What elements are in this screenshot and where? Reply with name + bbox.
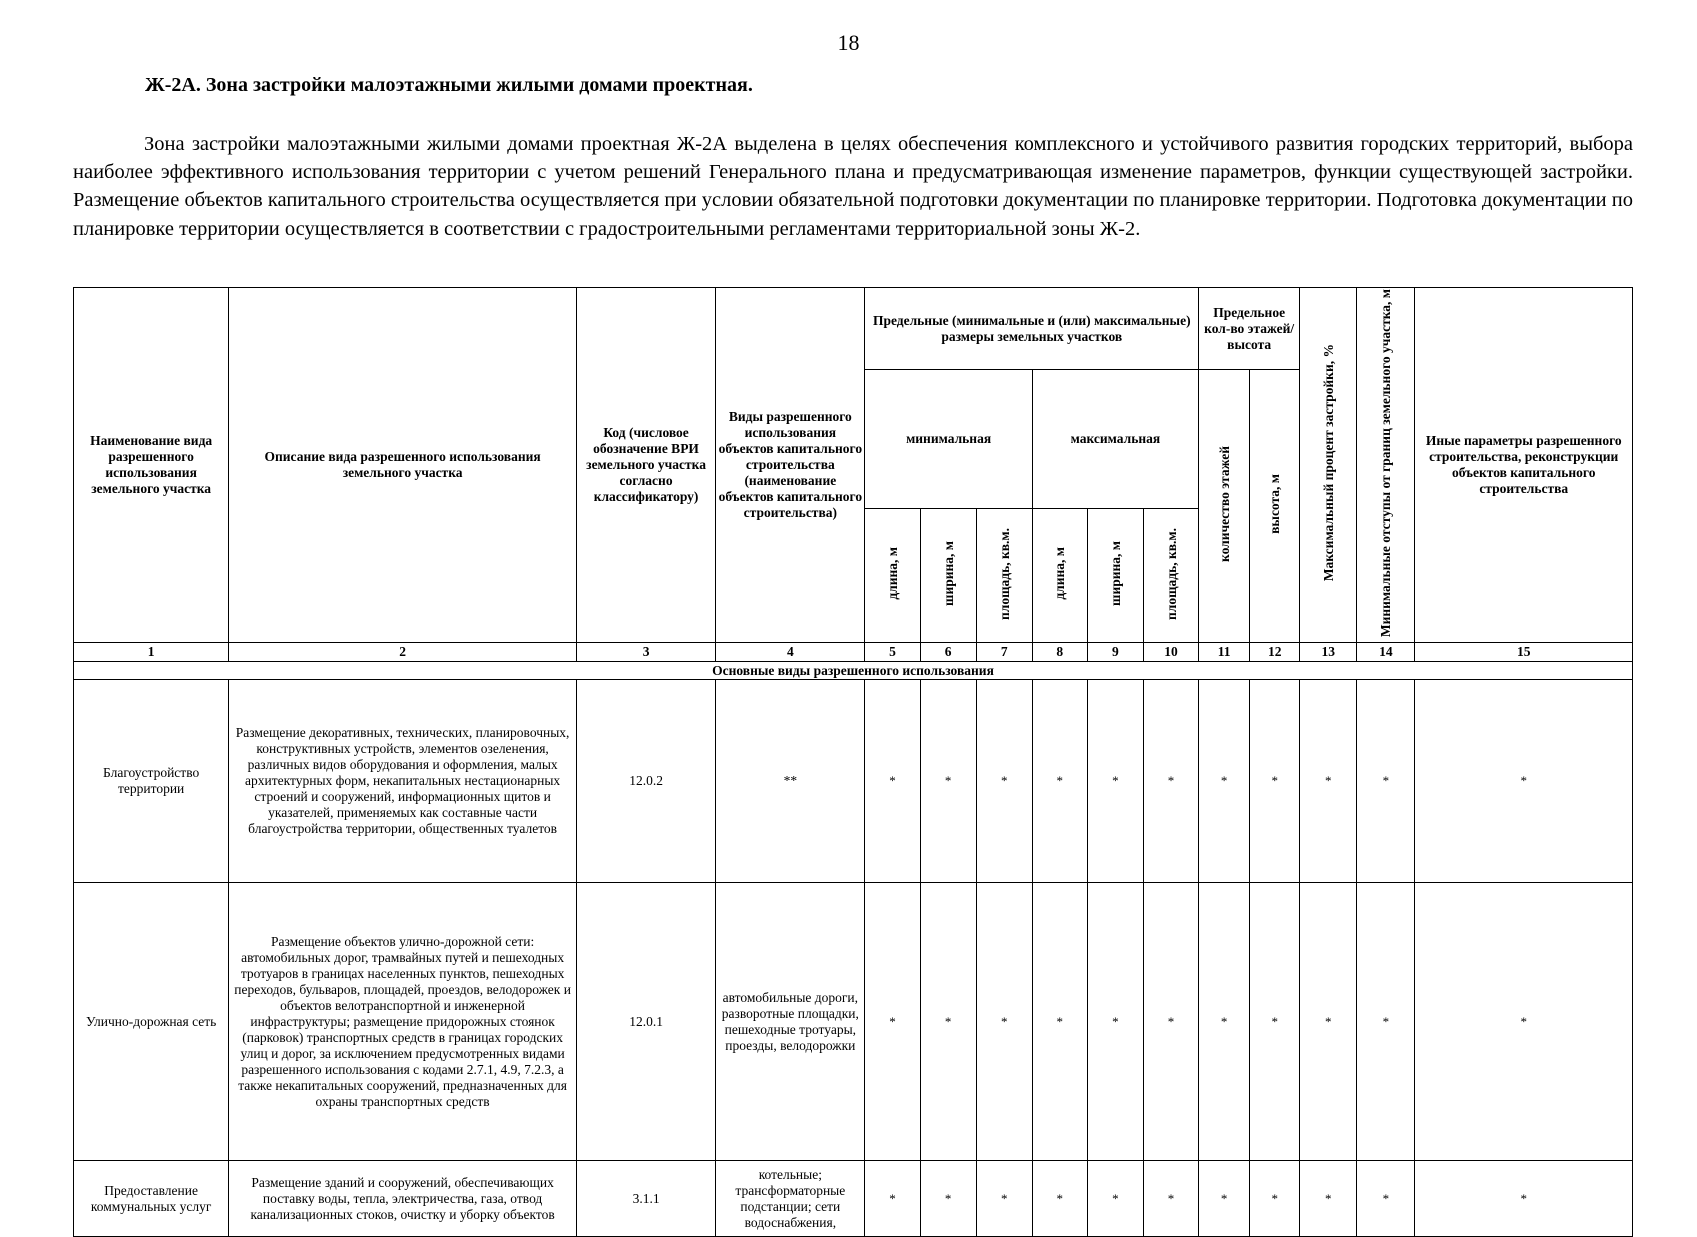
header-description: Описание вида разрешенного использования земельного участка xyxy=(229,288,577,643)
column-number: 6 xyxy=(920,643,976,662)
row-value: * xyxy=(1032,1161,1087,1237)
header-min-area: площадь, кв.м. xyxy=(976,509,1032,643)
header-name: Наименование вида разрешенного использования земельного участка xyxy=(74,288,229,643)
row-code: 3.1.1 xyxy=(576,1161,715,1237)
page-number: 18 xyxy=(837,30,860,55)
row-description: Размещение зданий и сооружений, обеспечивающих поставку воды, тепла, электричества, газа, отвод канализационных стоков, очистку и уборку объектов xyxy=(229,1161,577,1237)
column-number: 5 xyxy=(865,643,920,662)
table-row xyxy=(74,883,1633,1161)
column-number: 15 xyxy=(1415,643,1633,662)
column-number: 10 xyxy=(1143,643,1198,662)
row-value: * xyxy=(1250,680,1300,883)
column-number: 11 xyxy=(1199,643,1250,662)
row-value: * xyxy=(920,1161,976,1237)
header-floors-count: количество этажей xyxy=(1199,370,1250,643)
row-value: * xyxy=(976,680,1032,883)
row-value: * xyxy=(1300,883,1357,1161)
intro-paragraph: Зона застройки малоэтажными жилыми домами проектная Ж-2А выделена в целях обеспечения комплексного и устойчивого развития городских территорий, выбора наиболее эффективного использования территории с учетом решений Генерального плана и предусматривающая изменение параметров, функции существующей застройки. Размещение объектов капитального строительства осуществляется при условии обязательной подготовки документации по планировке территории. Подготовка документации по планировке территории осуществляется в соответствии с градостроительными регламентами территориальной зоны Ж-2. xyxy=(73,133,1633,240)
row-value: * xyxy=(1415,883,1633,1161)
row-value: * xyxy=(1032,883,1087,1161)
column-number: 3 xyxy=(576,643,715,662)
row-value: * xyxy=(1357,1161,1415,1237)
header-maximum: максимальная xyxy=(1032,370,1198,509)
column-number: 4 xyxy=(716,643,865,662)
row-code: 12.0.2 xyxy=(576,680,715,883)
column-number: 12 xyxy=(1250,643,1300,662)
row-value: * xyxy=(1143,680,1198,883)
row-value: * xyxy=(1250,1161,1300,1237)
row-value: * xyxy=(920,680,976,883)
header-plot-limits: Предельные (минимальные и (или) максимальные) размеры земельных участков xyxy=(865,288,1199,370)
header-max-percent: Максимальный процент застройки, % xyxy=(1300,288,1357,643)
header-min-width: ширина, м xyxy=(920,509,976,643)
row-objects: автомобильные дороги, разворотные площадки, пешеходные тротуары, проезды, велодорожки xyxy=(716,883,865,1161)
row-value: * xyxy=(1415,680,1633,883)
row-value: * xyxy=(1199,680,1250,883)
row-description: Размещение объектов улично-дорожной сети: автомобильных дорог, трамвайных путей и пешеходных тротуаров в границах населенных пунктов, пешеходных переходов, бульваров, площадей, проездов, велодорожек и объектов велотранспортной и инженерной инфраструктуры; размещение придорожных стоянок (парковок) транспортных средств в границах городских улиц и дорог, за исключением предусмотренных видами разрешенного использования с кодами 2.7.1, 4.9, 7.2.3, а также некапитальных сооружений, предназначенных для охраны транспортных средств xyxy=(229,883,577,1161)
row-name: Улично-дорожная сеть xyxy=(74,883,229,1161)
row-value: * xyxy=(1087,680,1143,883)
header-max-length: длина, м xyxy=(1032,509,1087,643)
row-value: * xyxy=(920,883,976,1161)
row-name: Благоустройство территории xyxy=(74,680,229,883)
row-value: * xyxy=(1199,1161,1250,1237)
row-value: * xyxy=(1300,680,1357,883)
regulations-table xyxy=(73,287,1633,1237)
column-number: 7 xyxy=(976,643,1032,662)
row-value: * xyxy=(1087,883,1143,1161)
row-value: * xyxy=(1032,680,1087,883)
row-value: * xyxy=(865,1161,920,1237)
table-row xyxy=(74,680,1633,883)
column-number: 2 xyxy=(229,643,577,662)
header-minimum: минимальная xyxy=(865,370,1032,509)
row-value: * xyxy=(976,883,1032,1161)
header-min-setback: Минимальные отступы от границ земельного участка, м xyxy=(1357,288,1415,643)
row-value: * xyxy=(1143,883,1198,1161)
column-number: 8 xyxy=(1032,643,1087,662)
row-value: * xyxy=(1300,1161,1357,1237)
row-value: * xyxy=(1087,1161,1143,1237)
header-max-width: ширина, м xyxy=(1087,509,1143,643)
header-objects: Виды разрешенного использования объектов капитального строительства (наименование объектов капитального строительства) xyxy=(716,288,865,643)
column-number-row xyxy=(74,643,1633,662)
section-title: Основные виды разрешенного использования xyxy=(74,662,1633,680)
header-floors-height: Предельное кол-во этажей/ высота xyxy=(1199,288,1300,370)
column-number: 14 xyxy=(1357,643,1415,662)
row-objects: котельные; трансформаторные подстанции; сети водоснабжения, xyxy=(716,1161,865,1237)
row-name: Предоставление коммунальных услуг xyxy=(74,1161,229,1237)
row-code: 12.0.1 xyxy=(576,883,715,1161)
row-value: * xyxy=(1357,680,1415,883)
row-value: * xyxy=(1415,1161,1633,1237)
table-row xyxy=(74,1161,1633,1237)
header-code: Код (числовое обозначение ВРИ земельного участка согласно классификатору) xyxy=(576,288,715,643)
header-max-area: площадь, кв.м. xyxy=(1143,509,1198,643)
row-value: * xyxy=(1250,883,1300,1161)
header-height: высота, м xyxy=(1250,370,1300,643)
section-heading: Ж-2А. Зона застройки малоэтажными жилыми домами проектная. xyxy=(145,74,753,96)
row-value: * xyxy=(865,883,920,1161)
row-objects: ** xyxy=(716,680,865,883)
column-number: 13 xyxy=(1300,643,1357,662)
column-number: 9 xyxy=(1087,643,1143,662)
row-value: * xyxy=(1199,883,1250,1161)
header-min-length: длина, м xyxy=(865,509,920,643)
row-description: Размещение декоративных, технических, планировочных, конструктивных устройств, элементов озеленения, различных видов оборудования и оформления, малых архитектурных форм, некапитальных нестационарных строений и сооружений, информационных щитов и указателей, применяемых как составные части благоустройства территории, общественных туалетов xyxy=(229,680,577,883)
row-value: * xyxy=(865,680,920,883)
row-value: * xyxy=(1143,1161,1198,1237)
row-value: * xyxy=(976,1161,1032,1237)
column-number: 1 xyxy=(74,643,229,662)
header-other-params: Иные параметры разрешенного строительства, реконструкции объектов капитального строительства xyxy=(1415,288,1633,643)
row-value: * xyxy=(1357,883,1415,1161)
